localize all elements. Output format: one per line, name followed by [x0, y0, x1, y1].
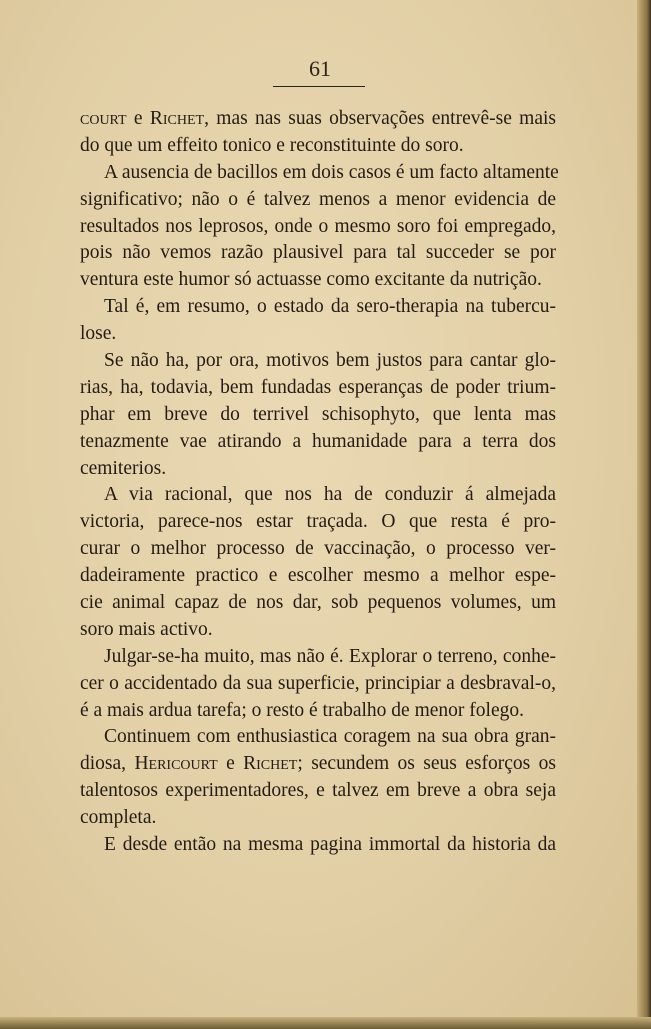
- text-segment: dadeiramente practico e escolher mesmo a melhor espe-: [80, 565, 556, 587]
- text-segment: rias, ha, todavia, bem fundadas esperanças de poder trium-: [80, 376, 556, 398]
- text-segment: pois não vemos razão plausivel para tal succeder se por: [80, 242, 556, 264]
- text-segment: cie animal capaz de nos dar, sob pequenos volumes, um: [80, 592, 556, 614]
- text-segment: significativo; não o é talvez menos a menor evidencia de: [80, 188, 556, 210]
- text-line: [80, 590, 556, 617]
- text-line: [80, 509, 556, 536]
- text-segment: A via racional, que nos ha de conduzir á almejada: [104, 484, 556, 506]
- text-segment: phar em breve do terrivel schisophyto, que lenta mas: [80, 403, 556, 425]
- text-line: [80, 402, 556, 429]
- text-segment: talentosos experimentadores, e talvez em breve a obra seja: [80, 780, 556, 802]
- text-line: [80, 751, 556, 778]
- text-line: [80, 267, 556, 294]
- text-segment: Tal é, em resumo, o estado da sero-therapia na tubercu-: [104, 296, 556, 318]
- text-line: [80, 724, 556, 751]
- text-segment: tenazmente vae atirando a humanidade para a terra dos: [80, 430, 556, 452]
- text-segment: E desde então na mesma pagina immortal da historia da: [104, 834, 556, 856]
- text-line: [80, 187, 556, 214]
- small-caps-name: Richet: [149, 108, 205, 129]
- text-segment: e: [217, 753, 244, 775]
- text-segment: ventura este humor só actuasse como excitante da nutrição.: [80, 269, 542, 291]
- text-segment: resultados nos leprosos, onde o mesmo soro foi empregado,: [80, 215, 556, 237]
- text-segment: completa.: [80, 807, 157, 829]
- text-segment: ; secundem os seus esforços os: [297, 753, 556, 775]
- text-line: [80, 321, 556, 348]
- text-line: [80, 698, 556, 725]
- text-segment: Julgar-se-ha muito, mas não é. Explorar o terreno, conhe-: [104, 645, 556, 667]
- text-line: [80, 375, 556, 402]
- text-segment: A ausencia de bacillos em dois casos é um facto altamente: [104, 161, 559, 183]
- body-text: [80, 106, 559, 859]
- text-line: [80, 482, 556, 509]
- text-segment: victoria, parece-nos estar traçada. O que resta é pro-: [80, 511, 556, 533]
- page-number: 61: [309, 56, 331, 81]
- small-caps-name: Richet: [243, 753, 298, 775]
- text-line: [80, 671, 556, 698]
- text-line: [80, 294, 556, 321]
- text-line: [80, 778, 556, 805]
- page-edge-bottom: [0, 1017, 651, 1029]
- text-line: [80, 160, 559, 187]
- text-segment: Se não ha, por ora, motivos bem justos para cantar glo-: [104, 350, 556, 372]
- text-line: [80, 214, 556, 241]
- text-line: [80, 133, 556, 160]
- header-rule: [273, 86, 365, 87]
- text-segment: cemiterios.: [80, 457, 167, 479]
- text-line: [80, 805, 556, 832]
- text-line: [80, 348, 556, 375]
- small-caps-name: court: [80, 108, 127, 129]
- text-segment: cer o accidentado da sua superficie, principiar a desbraval-o,: [80, 672, 556, 694]
- text-segment: e: [126, 108, 150, 129]
- text-line: [80, 106, 556, 133]
- small-caps-name: Hericourt: [134, 753, 218, 775]
- page-edge-right: [637, 0, 651, 1029]
- text-line: [80, 429, 556, 456]
- text-segment: diosa,: [80, 753, 135, 775]
- text-segment: curar o melhor processo de vaccinação, o processo ver-: [80, 538, 556, 560]
- text-segment: , mas nas suas observações entrevê-se mais: [204, 108, 556, 129]
- text-segment: soro mais activo.: [80, 618, 213, 640]
- text-line: [80, 456, 556, 483]
- text-segment: é a mais ardua tarefa; o resto é trabalho de menor folego.: [80, 699, 524, 721]
- text-line: [80, 563, 556, 590]
- text-line: [80, 536, 556, 563]
- text-line: [80, 617, 556, 644]
- text-line: [80, 644, 556, 671]
- text-segment: lose.: [80, 323, 117, 345]
- text-segment: Continuem com enthusiastica coragem na sua obra gran-: [104, 726, 556, 748]
- text-line: [80, 240, 556, 267]
- text-line: [80, 832, 556, 859]
- text-segment: do que um effeito tonico e reconstituinte do soro.: [80, 134, 464, 156]
